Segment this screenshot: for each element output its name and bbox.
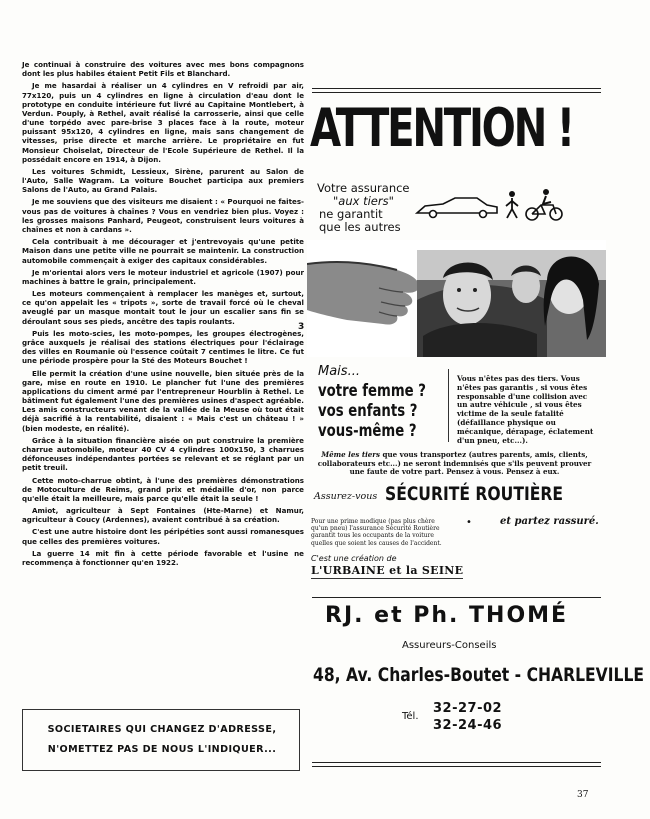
securite-routiere-title: SÉCURITÉ ROUTIÈRE [385, 483, 564, 505]
article-paragraph: La guerre 14 mit fin à cette période favorable et l'usine ne recommença à fonctionner qu'en 1922. [22, 548, 304, 568]
phone-number: 32-24-46 [433, 718, 503, 733]
meme-rest: que vous transportez (autres parents, amis, clients, collaborateurs etc...) ne seront indemnisés que s'ils peuvent prouver une faute de votre part. Pensez à vous. Pensez à eux. [317, 450, 592, 477]
phone-number: 32-27-02 [433, 701, 503, 716]
partez-rassure-text: et partez rassuré. [500, 516, 599, 527]
assurance-line: Votre assurance [317, 181, 410, 195]
bullet-mark: • [466, 517, 472, 528]
assurance-line: "aux tiers" [333, 194, 394, 208]
side-mark: 3 [298, 322, 305, 332]
ad-assurance-text [317, 182, 410, 234]
question-line: vous-même ? [318, 421, 417, 441]
urbaine-seine-logo: L'URBAINE et la SEINE [311, 564, 464, 577]
question-line: vos enfants ? [318, 401, 418, 421]
ad-bottom-rule [312, 762, 601, 767]
divider [448, 369, 449, 442]
notice-line-1: SOCIETAIRES QUI CHANGEZ D'ADRESSE, [47, 724, 277, 735]
creation-text: C'est une création de [311, 554, 397, 563]
third-party-text [317, 451, 592, 477]
article-paragraph: Je me souviens que des visiteurs me disaient : « Pourquoi ne faites-vous pas de voitures à chaînes ? Vous en vendriez bien plus. Voyez : les grosses maisons Panhard, Peugeot, construisent leurs voitures à chaînes et non à cardans ». [22, 197, 304, 234]
agency-address: 48, Av. Charles-Boutet - CHARLEVILLE [313, 664, 645, 686]
question-line: votre femme ? [318, 381, 426, 401]
article-paragraph: Amiot, agriculteur à Sept Fontaines (Hte-Marne) et Namur, agriculteur à Coucy (Ardennes), avaient contribué à sa création. [22, 506, 304, 525]
article-paragraph: Elle permit la création d'une usine nouvelle, bien située près de la gare, mise en route en 1910. Le plancher fut l'une des premières applications du ciment armé par l'entrepreneur Hourblin à Rethel. Le bâtiment fut également l'une des premières usines d'aspect agréable. Les amis constructeurs venant de la vallée de la Meuse où tout était déjà sacrifié à la rentabilité, disaient : « Mais c'est un château ! » (bien modeste, en réalité). [22, 368, 304, 433]
article-paragraph: Les voitures Schmidt, Lessieux, Sirène, parurent au Salon de l'Auto, Salle Wagram. La voiture Bouchet participa aux premiers Salons de l'Auto, au Grand Palais. [22, 166, 304, 195]
family-question [318, 381, 426, 441]
article-paragraph: Grâce à la situation financière aisée on put construire la première charrue automobile, moteur 40 CV 4 cylindres 100x150, 3 charrues défonceuses indépendantes portées se relevant et se réglant par un petit treuil. [22, 435, 304, 473]
car-icon [417, 198, 497, 218]
ad-top-rule [312, 88, 601, 93]
agency-subtitle: Assureurs-Conseils [402, 640, 497, 651]
family-in-car-photo [307, 240, 606, 357]
article-paragraph: C'est une autre histoire dont les péripéties sont aussi romanesques que celles des premières voitures. [22, 527, 304, 546]
cyclist-icon [526, 189, 562, 220]
article-paragraph: Cela contribuait à me décourager et j'entrevoyais qu'une petite Maison dans une petite ville ne pourrait se maintenir. La construction automobile commençait à exiger des capitaux considérables. [22, 237, 304, 265]
pedestrian-icon [506, 191, 518, 218]
meme-italic: Même les tiers [321, 450, 381, 459]
tel-label: Tél. [402, 711, 419, 722]
prime-modique-text: Pour une prime modique (pas plus chère qu'un pneu) l'assurance Sécurité Routière garantit tous les occupants de la voiture quelles que soient les causes de l'accident. [311, 518, 442, 547]
article-column [22, 60, 304, 570]
article-paragraph: Les moteurs commençaient à remplacer les manèges et, surtout, ce qu'on appelait les « tripots », sorte de travail forcé où le cheval aveuglé par un masque montait tout le jour un escalier sans fin se déroulant sous ses pieds, ancêtre des tapis roulants. [22, 289, 304, 326]
article-paragraph: Je continuai à construire des voitures avec mes bons compagnons dont les plus habiles étaient Petit Fils et Blanchard. [22, 60, 304, 79]
notice-line-2: N'OMETTEZ PAS DE NOUS L'INDIQUER... [47, 744, 277, 755]
car-pedestrian-cyclist-pictogram [415, 186, 575, 226]
address-change-notice [22, 709, 300, 771]
ad-middle-rule [312, 597, 601, 598]
assurance-line: que les autres [319, 220, 401, 234]
agency-name: RJ. et Ph. THOMÉ [325, 603, 569, 628]
article-paragraph: Cette moto-charrue obtint, à l'une des premières démonstrations de Motoculture de Reims, grand prix et médaille d'or, non parce qu'elle était la meilleure, mais parce qu'elle était la seule ! [22, 475, 304, 503]
child-face [512, 269, 540, 303]
assurance-line: ne garantit [319, 207, 383, 221]
mais-text: Mais... [318, 364, 360, 379]
assurez-vous-text: Assurez-vous [314, 491, 378, 502]
page-number: 37 [577, 790, 589, 800]
article-paragraph: Je me hasardai à réaliser un 4 cylindres en V refroidi par air, 77x120, puis un 4 cylindres en ligne à circulation d'eau dont le prototype en conduite intérieure fut livré au Capitaine Montlebert, à Verdun. Pouply, à Rethel, avait réalisé la carrosserie, ainsi que celle d'une torpédo avec pare-brise 3 places face à la route, moteur puissant 95x120, 4 cylindres en ligne, mais sans changement de vitesses, prise directe et marche arrière. Le propriétaire en fut Monsieur Choiselat, Directeur de l'Ecole Supérieure de Rethel. Il la possédait encore en 1914, à Dijon. [22, 81, 304, 164]
article-paragraph: Puis les moto-scies, les moto-pompes, les groupes électrogènes, grâce auxquels je réalisai des stations électriques pour l'éclairage des villes en Roumanie où l'essence coûtait 7 centimes le litre. Ce fut une période prospère pour la Sté des Moteurs Bouchet ! [22, 328, 304, 366]
article-paragraph: Je m'orientai alors vers le moteur industriel et agricole (1907) pour machines à battre le grain, principalement. [22, 267, 304, 286]
not-third-party-text: Vous n'êtes pas des tiers. Vous n'êtes pas garantis , si vous êtes responsable d'une collision avec un autre véhicule , si vous êtes victime de la seule fatalité (défaillance physique ou mécanique, dérapage, éclatement d'un pneu, etc...). [457, 374, 594, 445]
ad-headline: ATTENTION ! [310, 98, 573, 159]
